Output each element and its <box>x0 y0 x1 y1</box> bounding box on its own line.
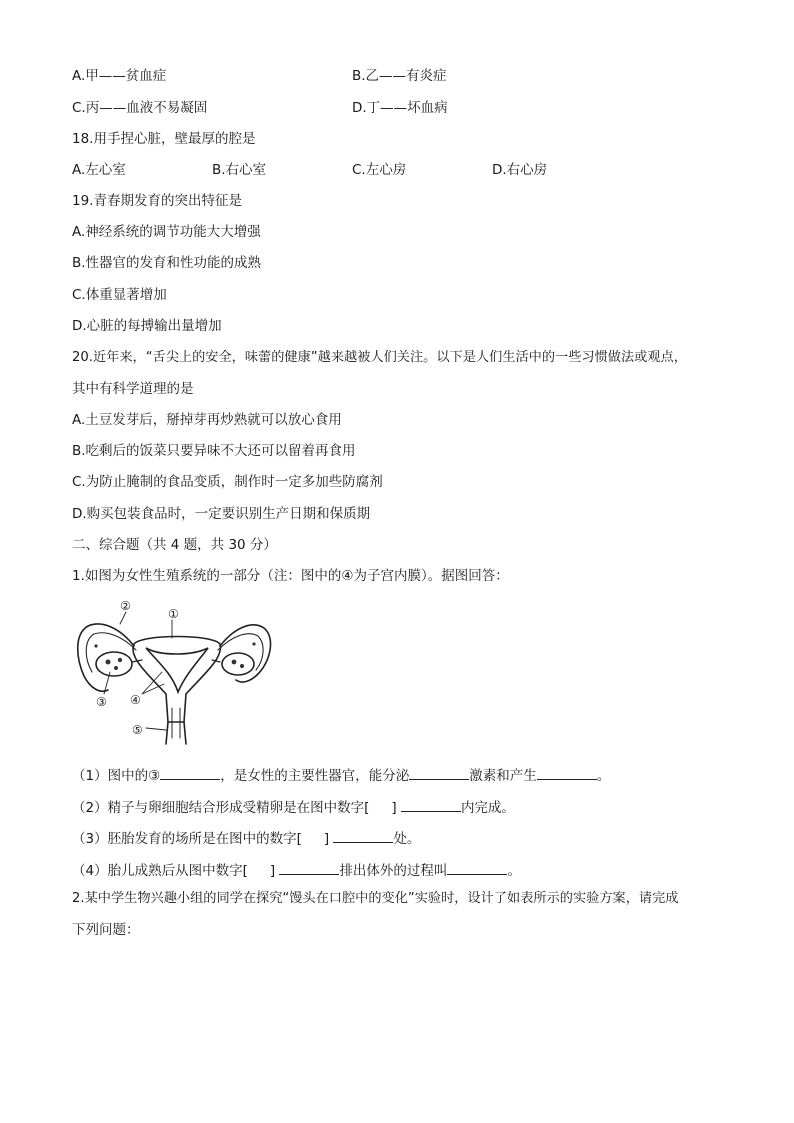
figure-label-4: ④ <box>130 693 141 707</box>
q17-option-c: C.丙——血液不易凝固 <box>72 100 208 116</box>
q18-option-b: B.右心室 <box>212 162 267 178</box>
q18-option-c: C.左心房 <box>352 162 407 178</box>
q1-part2-text-b: ] <box>391 800 397 816</box>
q19-option-a: A.神经系统的调节功能大大增强 <box>72 224 261 240</box>
q2-stem-line1: 2.某中学生物兴趣小组的同学在探究“馒头在口腔中的变化”实验时，设计了如表所示的实验方案，请完成 <box>72 891 679 906</box>
q1-part2-text-a: （2）精子与卵细胞结合形成受精卵是在图中数字[ <box>72 800 370 816</box>
q18-option-a: A.左心室 <box>72 162 126 178</box>
q1-part4-text-a: （4）胎儿成熟后从图中数字[ <box>72 863 248 879</box>
q1-part1-text-a: （1）图中的③ <box>72 768 161 784</box>
pointer-4 <box>142 672 164 694</box>
pointer-2 <box>120 612 126 624</box>
q19-option-c: C.体重显著增加 <box>72 287 167 303</box>
cervical-canal <box>172 708 180 738</box>
answer-blank-ovary-name[interactable] <box>160 765 220 780</box>
q1-part4-text-d: 。 <box>507 863 521 879</box>
pointer-5 <box>146 728 166 730</box>
right-fallopian-tube-inner <box>218 634 263 670</box>
q1-part2-text-c: 内完成。 <box>460 800 515 816</box>
q20-option-b: B.吃剩后的饭菜只要异味不大还可以留着再食用 <box>72 443 356 459</box>
q19-stem: 19.青春期发育的突出特征是 <box>72 193 242 209</box>
figure-label-2: ② <box>120 599 131 613</box>
answer-blank-hormone[interactable] <box>409 765 469 780</box>
q19-option-d: D.心脏的每搏输出量增加 <box>72 318 222 334</box>
q1-part3-text-c: 处。 <box>393 831 421 847</box>
ovarian-ligaments <box>132 660 220 662</box>
left-fallopian-tube <box>78 624 134 691</box>
answer-blank-embryo-site[interactable] <box>333 828 393 843</box>
q1-part1 <box>72 765 610 785</box>
q18-stem: 18.用手捏心脏，壁最厚的腔是 <box>72 131 256 147</box>
q1-part4 <box>72 860 521 880</box>
q1-part1-text-b: ，是女性的主要性器官，能分泌 <box>220 768 410 784</box>
q20-option-a: A.土豆发芽后，掰掉芽再炒熟就可以放心食用 <box>72 412 342 428</box>
q20-option-c: C.为防止腌制的食品变质，制作时一定多加些防腐剂 <box>72 474 383 490</box>
q1-part1-text-d: 。 <box>596 768 611 784</box>
answer-blank-birth-canal[interactable] <box>279 860 339 875</box>
answer-blank-fertilization-site[interactable] <box>401 797 461 812</box>
reproductive-system-diagram <box>72 598 280 750</box>
uterine-cavity <box>146 648 208 692</box>
vagina <box>166 722 186 744</box>
q1-part1-text-c: 激素和产生 <box>469 768 537 784</box>
q1-part3-text-b: ] <box>323 831 330 847</box>
q18-option-d: D.右心房 <box>492 162 548 178</box>
figure-label-3: ③ <box>96 695 107 709</box>
q1-part3 <box>72 828 420 848</box>
figure-label-5: ⑤ <box>132 723 143 737</box>
figure-label-1: ① <box>168 607 179 621</box>
q20-stem-line2: 其中有科学道理的是 <box>72 381 194 397</box>
q19-option-b: B.性器官的发育和性功能的成熟 <box>72 255 262 271</box>
q17-option-a: A.甲——贫血症 <box>72 68 167 84</box>
q1-part4-text-b: ] <box>269 863 276 879</box>
q1-stem: 1.如图为女性生殖系统的一部分（注：图中的④为子宫内膜）。据图回答： <box>72 568 509 584</box>
q1-part4-text-c: 排出体外的过程叫 <box>339 863 448 879</box>
q1-part3-text-a: （3）胚胎发育的场所是在图中的数字[ <box>72 831 302 847</box>
reproductive-system-figure <box>72 598 280 750</box>
q2-stem-line2: 下列问题： <box>72 922 140 938</box>
q17-option-b: B.乙——有炎症 <box>352 68 447 84</box>
section-heading: 二、综合题（共 4 题，共 30 分） <box>72 537 277 553</box>
q20-stem-line1: 20.近年来，“舌尖上的安全，味蕾的健康”越来越被人们关注。以下是人们生活中的一些习惯做法或观点， <box>72 350 687 365</box>
answer-blank-cell[interactable] <box>537 765 597 780</box>
answer-blank-process-name[interactable] <box>447 860 507 875</box>
right-ovary <box>222 653 254 675</box>
left-ovary <box>96 652 132 676</box>
q20-option-d: D.购买包装食品时，一定要识别生产日期和保质期 <box>72 506 371 522</box>
q17-option-d: D.丁——坏血病 <box>352 100 448 116</box>
q1-part2 <box>72 797 515 817</box>
